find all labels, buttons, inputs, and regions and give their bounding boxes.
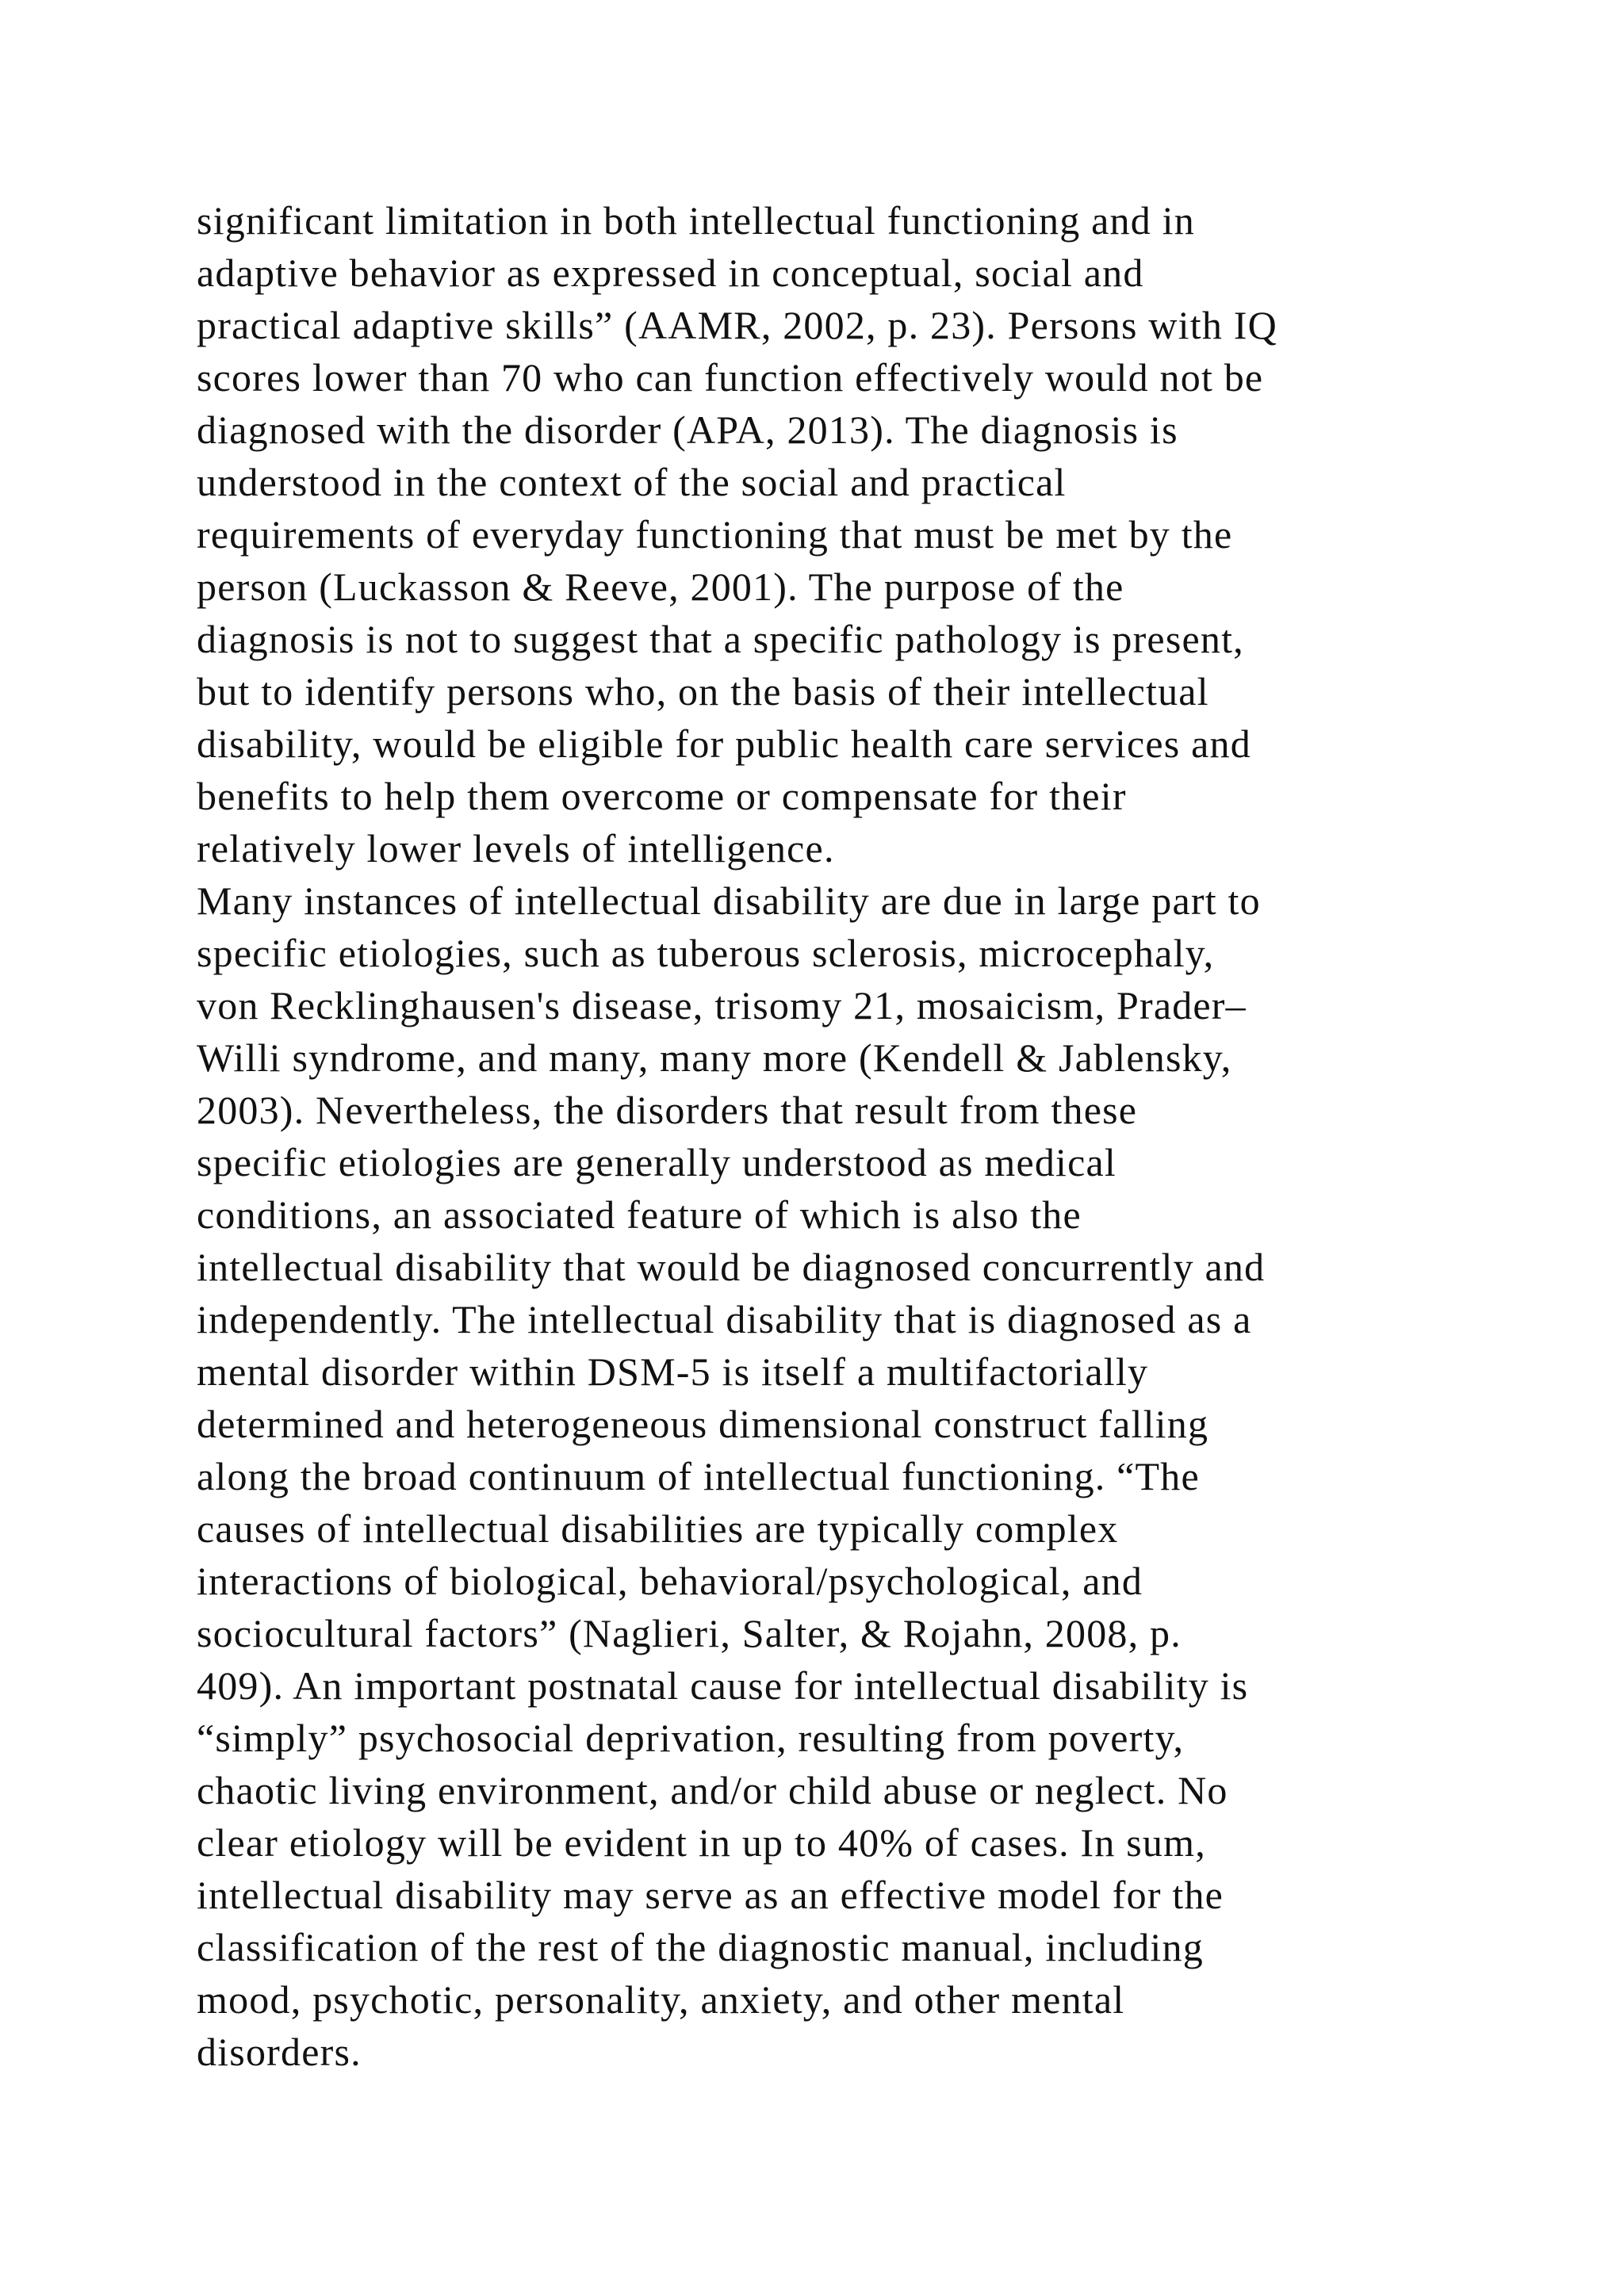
text-line: chaotic living environment, and/or child abuse or neglect. No (197, 1768, 1228, 1812)
text-line: intellectual disability that would be diagnosed concurrently and (197, 1245, 1266, 1289)
text-line: classification of the rest of the diagnostic manual, including (197, 1925, 1204, 1969)
text-line: 2003). Nevertheless, the disorders that result from these (197, 1088, 1138, 1132)
text-line: independently. The intellectual disability that is diagnosed as a (197, 1297, 1252, 1341)
text-line: Many instances of intellectual disability are due in large part to (197, 878, 1261, 923)
text-line: diagnosis is not to suggest that a specific pathology is present, (197, 617, 1244, 661)
text-line: adaptive behavior as expressed in conceptual, social and (197, 251, 1144, 295)
text-line: specific etiologies are generally understood as medical (197, 1140, 1117, 1184)
text-line: understood in the context of the social and practical (197, 460, 1067, 504)
text-line: von Recklinghausen's disease, trisomy 21, mosaicism, Prader– (197, 983, 1247, 1027)
body-text (197, 194, 1497, 2078)
text-line: sociocultural factors” (Naglieri, Salter, & Rojahn, 2008, p. (197, 1611, 1182, 1655)
text-line: mood, psychotic, personality, anxiety, and other mental (197, 1977, 1125, 2022)
text-line: causes of intellectual disabilities are typically complex (197, 1506, 1119, 1551)
text-line: relatively lower levels of intelligence. (197, 826, 835, 871)
text-line: determined and heterogeneous dimensional construct falling (197, 1402, 1209, 1446)
text-line: person (Luckasson & Reeve, 2001). The purpose of the (197, 564, 1124, 609)
text-line: practical adaptive skills” (AAMR, 2002, p. 23). Persons with IQ (197, 303, 1277, 347)
text-line: 409). An important postnatal cause for intellectual disability is (197, 1663, 1249, 1708)
text-line: scores lower than 70 who can function effectively would not be (197, 355, 1264, 400)
text-line: conditions, an associated feature of which is also the (197, 1192, 1082, 1237)
text-line: benefits to help them overcome or compensate for their (197, 774, 1127, 818)
text-line: but to identify persons who, on the basis of their intellectual (197, 669, 1209, 714)
text-line: requirements of everyday functioning that must be met by the (197, 512, 1233, 557)
text-line: interactions of biological, behavioral/psychological, and (197, 1559, 1143, 1603)
text-line: “simply” psychosocial deprivation, resulting from poverty, (197, 1716, 1185, 1760)
text-line: mental disorder within DSM-5 is itself a multifactorially (197, 1349, 1149, 1394)
text-line: disability, would be eligible for public health care services and (197, 721, 1251, 766)
text-line: intellectual disability may serve as an effective model for the (197, 1873, 1224, 1917)
text-line: significant limitation in both intellectual functioning and in (197, 198, 1195, 243)
text-line: Willi syndrome, and many, many more (Kendell & Jablensky, (197, 1035, 1232, 1080)
text-line: specific etiologies, such as tuberous sclerosis, microcephaly, (197, 931, 1215, 975)
text-line: diagnosed with the disorder (APA, 2013). The diagnosis is (197, 408, 1178, 452)
text-line: clear etiology will be evident in up to 40% of cases. In sum, (197, 1820, 1206, 1865)
text-line: disorders. (197, 2030, 362, 2074)
text-line: along the broad continuum of intellectual functioning. “The (197, 1454, 1200, 1498)
